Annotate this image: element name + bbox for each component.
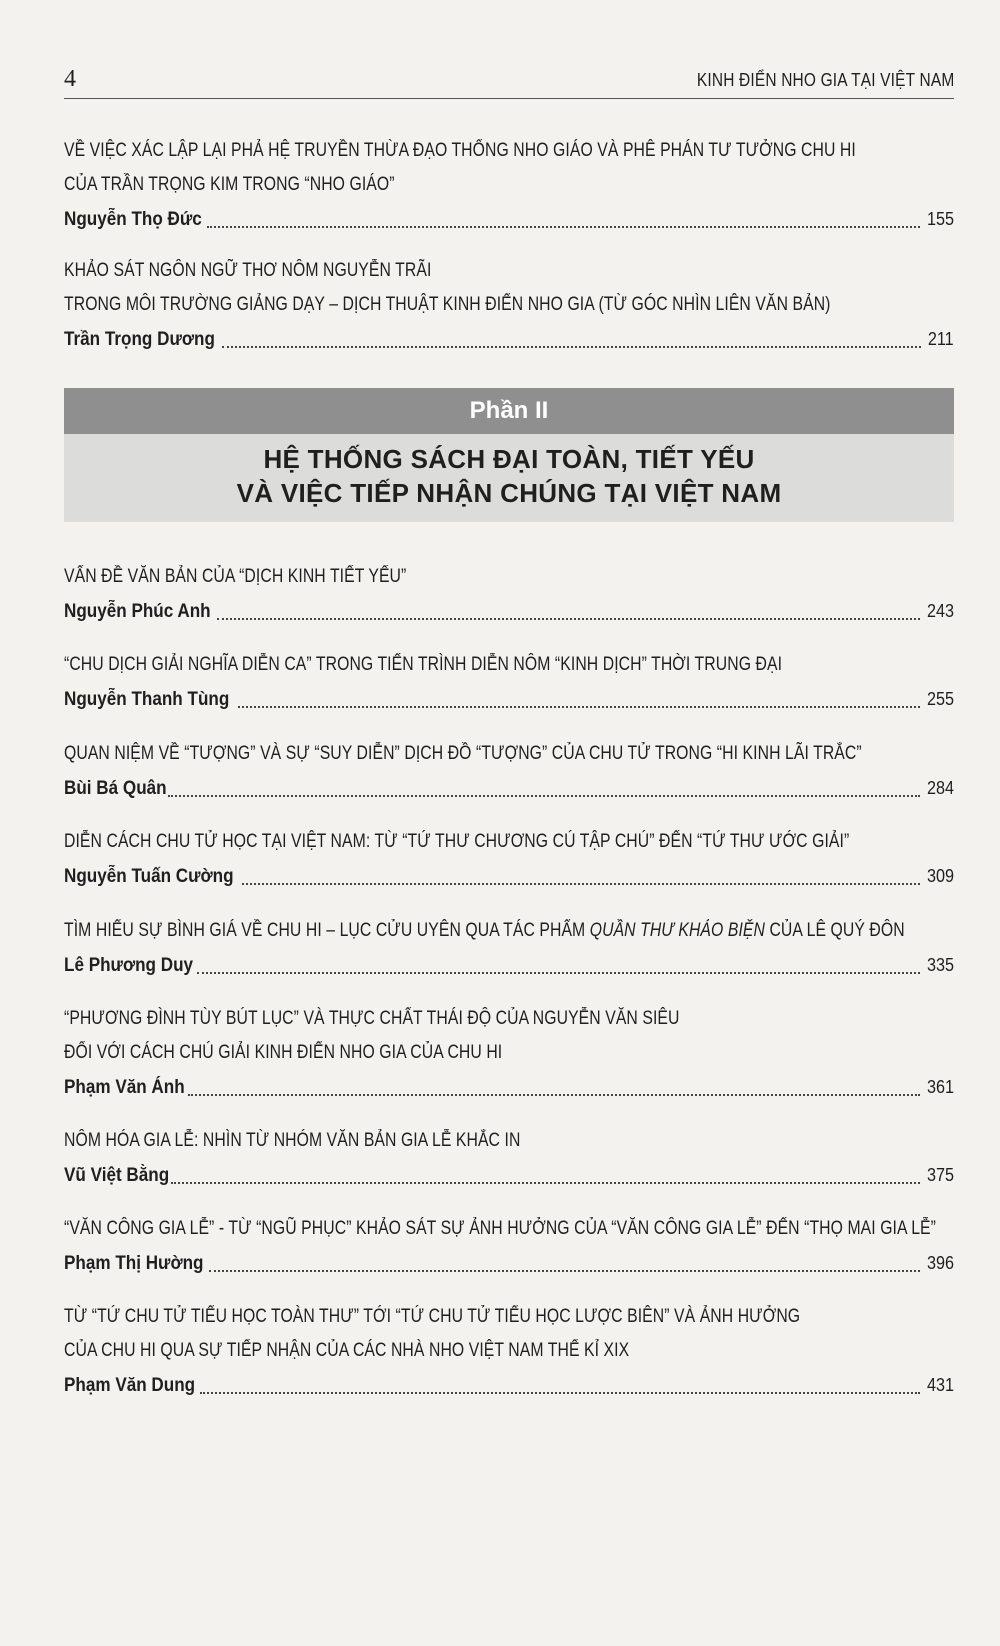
entry-page: 255 (926, 689, 954, 709)
entry-author: Phạm Văn Ánh (64, 1077, 185, 1098)
page-header (64, 62, 954, 99)
entry-author: Nguyễn Thọ Đức (64, 209, 202, 230)
entry-page: 309 (926, 866, 954, 886)
section-title-line: VÀ VIỆC TIẾP NHẬN CHÚNG TẠI VIỆT NAM (236, 478, 782, 508)
dot-leader (188, 1093, 920, 1096)
toc-entry (64, 254, 954, 356)
entry-author: Trần Trọng Dương (64, 329, 215, 350)
dot-leader (197, 971, 920, 974)
entry-page: 375 (926, 1165, 954, 1185)
entry-page: 396 (926, 1253, 954, 1273)
entry-author-line (64, 202, 954, 236)
entry-title-line: “VĂN CÔNG GIA LỄ” - TỪ “NGŨ PHỤC” KHẢO SÁT SỰ ẢNH HƯỞNG CỦA “VĂN CÔNG GIA LỄ” ĐẾN “THỌ MAI GIA LỄ” (64, 1218, 937, 1239)
entry-author: Lê Phương Duy (64, 955, 194, 976)
entry-title-line: DIỄN CÁCH CHU TỬ HỌC TẠI VIỆT NAM: TỪ “TỨ THƯ CHƯƠNG CÚ TẬP CHÚ” ĐẾN “TỨ THƯ ƯỚC GIẢI” (64, 831, 850, 852)
entry-author: Nguyễn Phúc Anh (64, 601, 211, 622)
entry-author-line (64, 771, 954, 805)
section-title-line: HỆ THỐNG SÁCH ĐẠI TOÀN, TIẾT YẾU (263, 444, 755, 474)
toc-entry (64, 648, 954, 716)
dot-leader (171, 1181, 920, 1184)
dot-leader (207, 225, 920, 228)
entry-page: 361 (926, 1077, 954, 1097)
entry-title-line: TRONG MÔI TRƯỜNG GIẢNG DẠY – DỊCH THUẬT KINH ĐIỂN NHO GIA (TỪ GÓC NHÌN LIÊN VĂN BẢN) (64, 294, 831, 315)
page-number: 4 (64, 66, 76, 92)
entry-title-line: CỦA CHU HI QUA SỰ TIẾP NHẬN CỦA CÁC NHÀ NHO VIỆT NAM THẾ KỈ XIX (64, 1340, 630, 1361)
entry-author: Phạm Văn Dung (64, 1375, 196, 1396)
entry-title-line (64, 914, 950, 948)
entry-title-line: NÔM HÓA GIA LỄ: NHÌN TỪ NHÓM VĂN BẢN GIA LỄ KHẮC IN (64, 1130, 521, 1151)
entry-page: 211 (928, 329, 954, 349)
dot-leader (209, 1269, 920, 1272)
entry-author: Bùi Bá Quân (64, 778, 167, 799)
dot-leader (238, 705, 920, 708)
section-label: Phần II (469, 397, 549, 424)
toc-entry (64, 1002, 954, 1104)
entry-author-line (64, 948, 954, 982)
entry-author: Nguyễn Tuấn Cường (64, 866, 234, 887)
toc-entry (64, 1212, 954, 1280)
entry-author-line (64, 1158, 954, 1192)
entry-author-line (64, 682, 954, 716)
entry-title-italic: QUẦN THƯ KHẢO BIỆN (589, 920, 765, 941)
entry-author: Phạm Thị Hường (64, 1253, 204, 1274)
toc-entry (64, 134, 954, 236)
entry-author: Vũ Việt Bằng (64, 1165, 170, 1186)
entry-title-line: ĐỐI VỚI CÁCH CHÚ GIẢI KINH ĐIỂN NHO GIA CỦA CHU HI (64, 1042, 503, 1063)
entry-title-line: CỦA TRẦN TRỌNG KIM TRONG “NHO GIÁO” (64, 174, 395, 195)
entry-author-line (64, 1246, 954, 1280)
entry-title-line: “PHƯƠNG ĐÌNH TÙY BÚT LỤC” VÀ THỰC CHẤT THÁI ĐỘ CỦA NGUYỄN VĂN SIÊU (64, 1008, 680, 1029)
entry-author-line (64, 1070, 954, 1104)
section-heading (64, 388, 954, 522)
entry-page: 155 (926, 209, 954, 229)
entry-author-line (64, 594, 954, 628)
dot-leader (222, 345, 922, 348)
entry-title-text: TÌM HIỂU SỰ BÌNH GIÁ VỀ CHU HI – LỤC CỬU UYÊN QUA TÁC PHẨM (64, 920, 590, 941)
dot-leader (217, 617, 920, 620)
toc-entry (64, 1300, 954, 1402)
running-title: KINH ĐIỂN NHO GIA TẠI VIỆT NAM (696, 70, 954, 90)
entry-page: 284 (926, 778, 954, 798)
entry-title-line: KHẢO SÁT NGÔN NGỮ THƠ NÔM NGUYỄN TRÃI (64, 260, 432, 281)
entry-title-line: VỀ VIỆC XÁC LẬP LẠI PHẢ HỆ TRUYỀN THỪA ĐẠO THỐNG NHO GIÁO VÀ PHÊ PHÁN TƯ TƯỞNG CHU HI (64, 140, 856, 161)
entry-page: 335 (926, 955, 954, 975)
toc-entry (64, 1124, 954, 1192)
toc-entry (64, 737, 954, 805)
entry-author-line (64, 322, 954, 356)
entry-title-line: QUAN NIỆM VỀ “TƯỢNG” VÀ SỰ “SUY DIỄN” DỊCH ĐỒ “TƯỢNG” CỦA CHU TỬ TRONG “HI KINH LÃI TRẮC” (64, 743, 862, 764)
dot-leader (168, 794, 920, 797)
toc-entry (64, 560, 954, 628)
entry-page: 243 (926, 601, 954, 621)
entry-author: Nguyễn Thanh Tùng (64, 689, 230, 710)
entry-title-text: CỦA LÊ QUÝ ĐÔN (764, 920, 905, 941)
dot-leader (200, 1391, 920, 1394)
toc-entry (64, 914, 954, 982)
entry-title-line: TỪ “TỨ CHU TỬ TIỂU HỌC TOÀN THƯ” TỚI “TỨ CHU TỬ TIỂU HỌC LƯỢC BIÊN” VÀ ẢNH HƯỞNG (64, 1306, 801, 1327)
entry-author-line (64, 859, 954, 893)
entry-title-line: “CHU DỊCH GIẢI NGHĨA DIỄN CA” TRONG TIẾN TRÌNH DIỄN NÔM “KINH DỊCH” THỜI TRUNG ĐẠI (64, 654, 783, 675)
dot-leader (242, 882, 920, 885)
entry-title-line: VẤN ĐỀ VĂN BẢN CỦA “DỊCH KINH TIẾT YẾU” (64, 566, 407, 587)
toc-entry (64, 825, 954, 893)
entry-page: 431 (926, 1375, 954, 1395)
entry-author-line (64, 1368, 954, 1402)
